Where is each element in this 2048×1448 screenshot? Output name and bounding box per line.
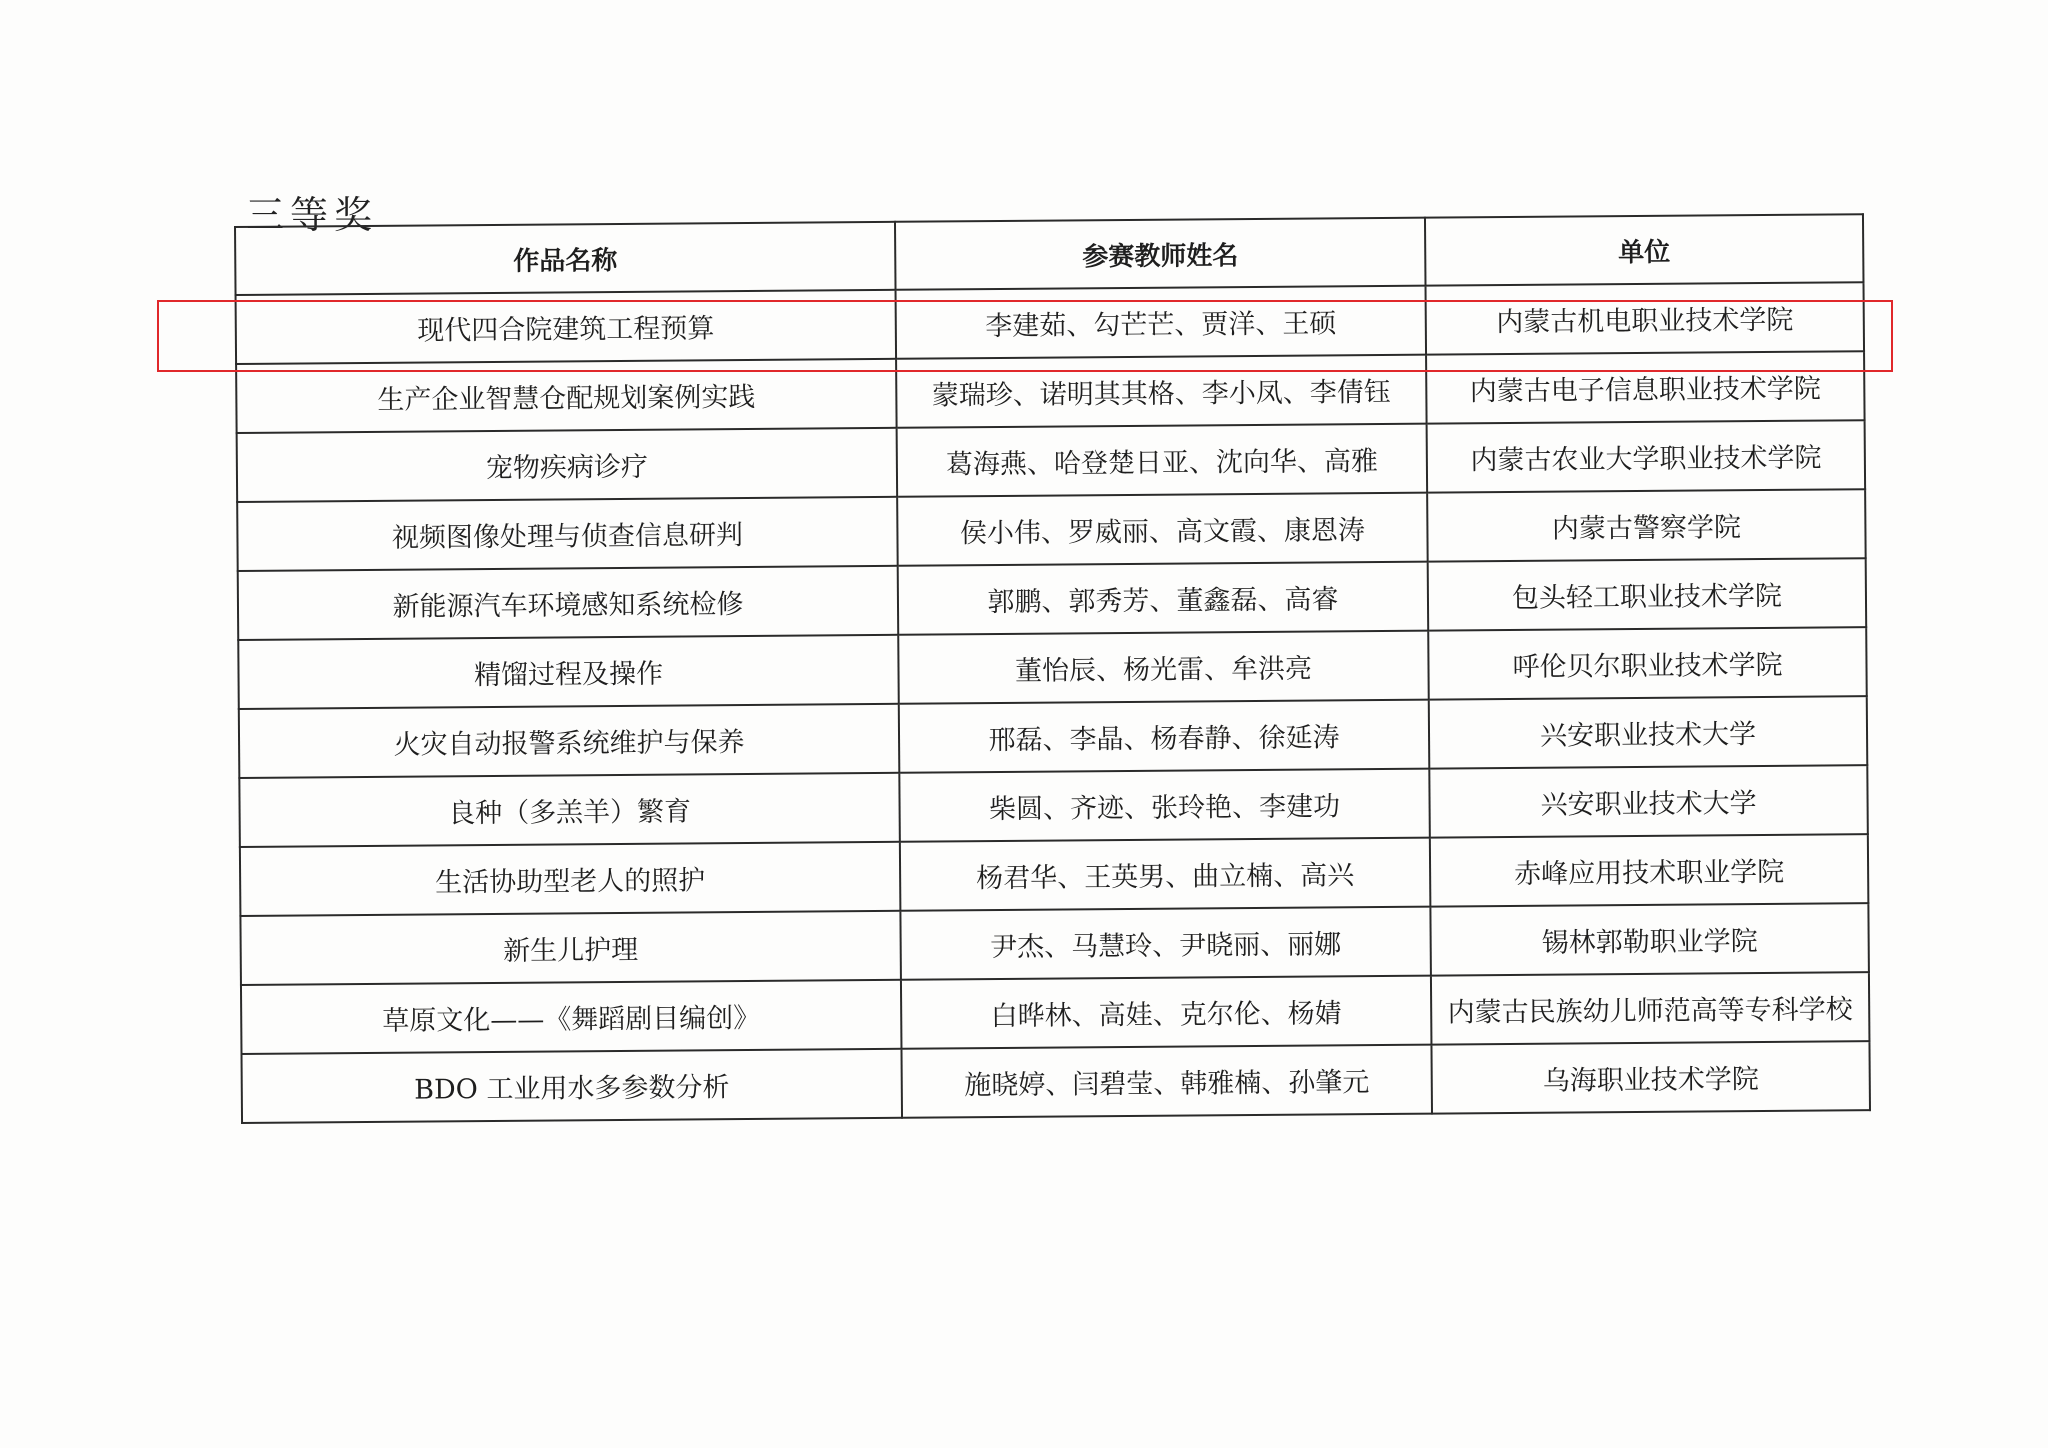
award-table-container bbox=[234, 213, 1871, 1124]
cell-teacher-names: 郭鹏、郭秀芳、董鑫磊、高睿 bbox=[898, 562, 1429, 635]
cell-teacher-names: 施晓婷、闫碧莹、韩雅楠、孙肇元 bbox=[901, 1045, 1432, 1118]
cell-unit: 内蒙古警察学院 bbox=[1427, 489, 1866, 561]
table-row bbox=[239, 765, 1867, 847]
cell-teacher-names: 侯小伟、罗威丽、高文霞、康恩涛 bbox=[897, 493, 1428, 566]
cell-work-name: 草原文化——《舞蹈剧目编创》 bbox=[241, 980, 902, 1054]
cell-work-name: 良种（多羔羊）繁育 bbox=[239, 773, 900, 847]
table-row bbox=[242, 1041, 1870, 1123]
cell-unit: 呼伦贝尔职业技术学院 bbox=[1428, 627, 1867, 699]
cell-unit: 兴安职业技术大学 bbox=[1429, 696, 1868, 768]
table-header-row bbox=[235, 214, 1863, 295]
table-row bbox=[237, 489, 1865, 571]
cell-unit: 锡林郭勒职业学院 bbox=[1430, 903, 1869, 975]
cell-work-name: 新能源汽车环境感知系统检修 bbox=[238, 566, 899, 640]
table-row bbox=[240, 903, 1868, 985]
section-title: 三等奖 bbox=[246, 193, 379, 237]
table-row bbox=[241, 972, 1869, 1054]
cell-unit: 乌海职业技术学院 bbox=[1431, 1041, 1870, 1113]
table-row bbox=[238, 627, 1866, 709]
cell-work-name: 新生儿护理 bbox=[240, 911, 901, 985]
cell-unit: 内蒙古电子信息职业技术学院 bbox=[1426, 351, 1865, 423]
cell-work-name: 宠物疾病诊疗 bbox=[237, 428, 898, 502]
cell-work-name: 生活协助型老人的照护 bbox=[240, 842, 901, 916]
cell-unit: 赤峰应用技术职业学院 bbox=[1430, 834, 1869, 906]
cell-unit: 内蒙古民族幼儿师范高等专科学校 bbox=[1431, 972, 1870, 1044]
cell-teacher-names: 李建茹、勾芒芒、贾洋、王硕 bbox=[896, 286, 1427, 359]
table-row bbox=[239, 696, 1867, 778]
table-row bbox=[236, 351, 1864, 433]
cell-work-name: 生产企业智慧仓配规划案例实践 bbox=[236, 359, 897, 433]
cell-work-name: 视频图像处理与侦查信息研判 bbox=[237, 497, 898, 571]
cell-unit: 内蒙古农业大学职业技术学院 bbox=[1427, 420, 1866, 492]
cell-teacher-names: 董怡辰、杨光雷、牟洪亮 bbox=[898, 631, 1429, 704]
header-work-name: 作品名称 bbox=[235, 222, 896, 295]
table-row bbox=[238, 558, 1866, 640]
award-table bbox=[234, 213, 1871, 1124]
cell-work-name: 精馏过程及操作 bbox=[238, 635, 899, 709]
cell-teacher-names: 邢磊、李晶、杨春静、徐延涛 bbox=[899, 700, 1430, 773]
cell-work-name: BDO 工业用水多参数分析 bbox=[242, 1049, 903, 1123]
table-row bbox=[237, 420, 1865, 502]
cell-teacher-names: 白晔林、高娃、克尔伦、杨婧 bbox=[901, 976, 1432, 1049]
cell-teacher-names: 杨君华、王英男、曲立楠、高兴 bbox=[900, 838, 1431, 911]
header-teacher-names: 参赛教师姓名 bbox=[895, 218, 1426, 290]
header-unit: 单位 bbox=[1425, 214, 1864, 285]
cell-teacher-names: 尹杰、马慧玲、尹晓丽、丽娜 bbox=[900, 907, 1431, 980]
table-row bbox=[236, 282, 1864, 364]
cell-unit: 内蒙古机电职业技术学院 bbox=[1426, 282, 1865, 354]
cell-work-name: 现代四合院建筑工程预算 bbox=[236, 290, 897, 364]
cell-teacher-names: 葛海燕、哈登楚日亚、沈向华、高雅 bbox=[897, 424, 1428, 497]
cell-teacher-names: 蒙瑞珍、诺明其其格、李小凤、李倩钰 bbox=[896, 355, 1427, 428]
cell-unit: 兴安职业技术大学 bbox=[1429, 765, 1868, 837]
cell-teacher-names: 柴圆、齐迹、张玲艳、李建功 bbox=[899, 769, 1430, 842]
cell-work-name: 火灾自动报警系统维护与保养 bbox=[239, 704, 900, 778]
table-row bbox=[240, 834, 1868, 916]
cell-unit: 包头轻工职业技术学院 bbox=[1428, 558, 1867, 630]
